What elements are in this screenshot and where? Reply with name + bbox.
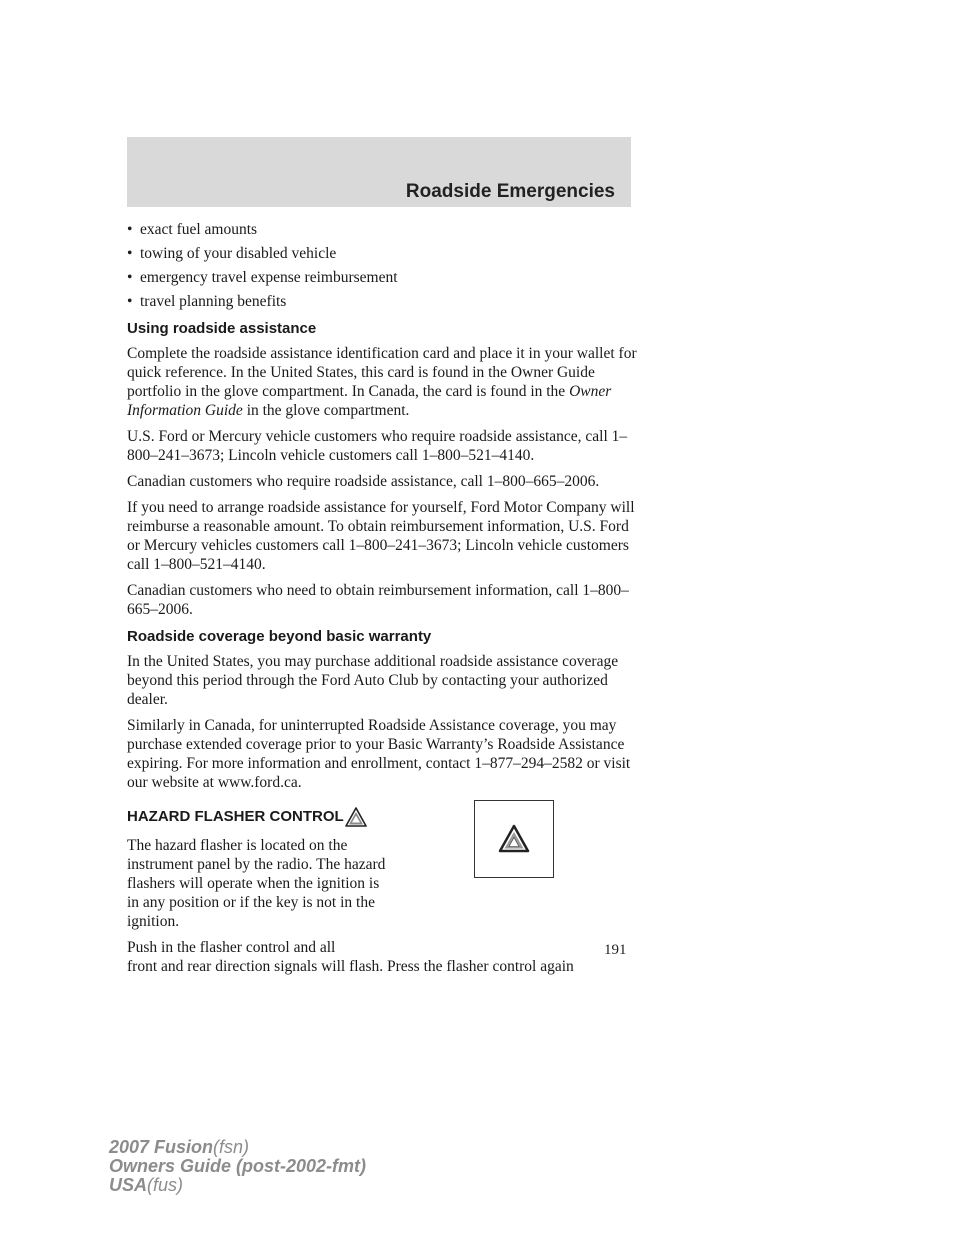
footer-market-code: (fus) — [147, 1175, 184, 1195]
paragraph-us-coverage: In the United States, you may purchase additional roadside assistance coverage beyond this period through the Ford Auto Club by contacting your authorized dealer. — [127, 653, 619, 708]
warning-triangle-icon — [345, 806, 367, 828]
footer-line — [109, 1157, 366, 1176]
heading-text: HAZARD FLASHER CONTROL — [127, 808, 344, 825]
list-item — [127, 292, 637, 311]
paragraph-text: Complete the roadside assistance identification card and place it in your wallet for quick reference. In the United States, this card is found in the Owner Guide portfolio in the glove compartment. In Canada, the card is found in the — [127, 345, 637, 400]
heading-using-roadside-assistance: Using roadside assistance — [127, 320, 317, 337]
bullet-glyph: • — [127, 269, 133, 286]
benefits-list — [127, 220, 637, 311]
section-title: Roadside Emergencies — [405, 181, 615, 202]
paragraph-italic-title: Owner Information Guide — [127, 383, 612, 419]
list-item-text: towing of your disabled vehicle — [140, 245, 337, 262]
hazard-button-illustration — [474, 800, 554, 878]
paragraph-flasher-operation — [127, 938, 637, 976]
list-item — [127, 268, 637, 287]
paragraph-text: front and rear direction signals will flash. Press the flasher control again — [127, 958, 574, 975]
paragraph-text: Push in the flasher control and all — [127, 939, 336, 956]
document-footer — [109, 1138, 366, 1195]
footer-line — [109, 1176, 366, 1195]
section-header-band — [127, 137, 631, 207]
paragraph-flasher-location: The hazard flasher is located on the instrument panel by the radio. The hazard flashers will operate when the ignition is in any position or if the key is not in the ignition. — [127, 837, 386, 930]
paragraph-canada-coverage: Similarly in Canada, for uninterrupted Roadside Assistance coverage, you may purchase extended coverage prior to your Basic Warranty’s Roadside Assistance expiring. For more information and enrollment, contact 1–877–294–2582 or visit our website at www.ford.ca. — [127, 717, 631, 791]
bullet-glyph: • — [127, 293, 133, 310]
paragraph-us-phone: U.S. Ford or Mercury vehicle customers who require roadside assistance, call 1–800–241–3673; Lincoln vehicle customers call 1–800–521–4140. — [127, 428, 628, 464]
paragraph-canada-phone: Canadian customers who require roadside assistance, call 1–800–665–2006. — [127, 473, 600, 490]
hazard-triangle-icon — [497, 823, 531, 855]
heading-hazard-flasher-control — [127, 804, 637, 826]
list-item-text: travel planning benefits — [140, 293, 287, 310]
list-item — [127, 220, 637, 239]
paragraph-canada-reimbursement: Canadian customers who need to obtain reimbursement information, call 1–800–665–2006. — [127, 582, 629, 618]
page-content — [127, 220, 637, 983]
footer-line — [109, 1138, 366, 1157]
page-number: 191 — [604, 942, 627, 958]
bullet-glyph: • — [127, 221, 133, 238]
list-item — [127, 244, 637, 263]
footer-model: 2007 Fusion — [109, 1137, 214, 1157]
heading-roadside-coverage: Roadside coverage beyond basic warranty — [127, 628, 432, 645]
footer-model-code: (fsn) — [213, 1137, 250, 1157]
list-item-text: emergency travel expense reimbursement — [140, 269, 398, 286]
paragraph-text: in the glove compartment. — [242, 402, 410, 419]
list-item-text: exact fuel amounts — [140, 221, 258, 238]
paragraph-reimbursement: If you need to arrange roadside assistance for yourself, Ford Motor Company will reimburse a reasonable amount. To obtain reimbursement information, U.S. Ford or Mercury vehicles customers call 1–800–241–3673; Lincoln vehicle customers call 1–800–521–4140. — [127, 499, 635, 573]
footer-guide: Owners Guide (post-2002-fmt) — [109, 1156, 367, 1176]
paragraph-id-card — [127, 344, 637, 420]
bullet-glyph: • — [127, 245, 133, 262]
footer-market: USA — [109, 1175, 148, 1195]
